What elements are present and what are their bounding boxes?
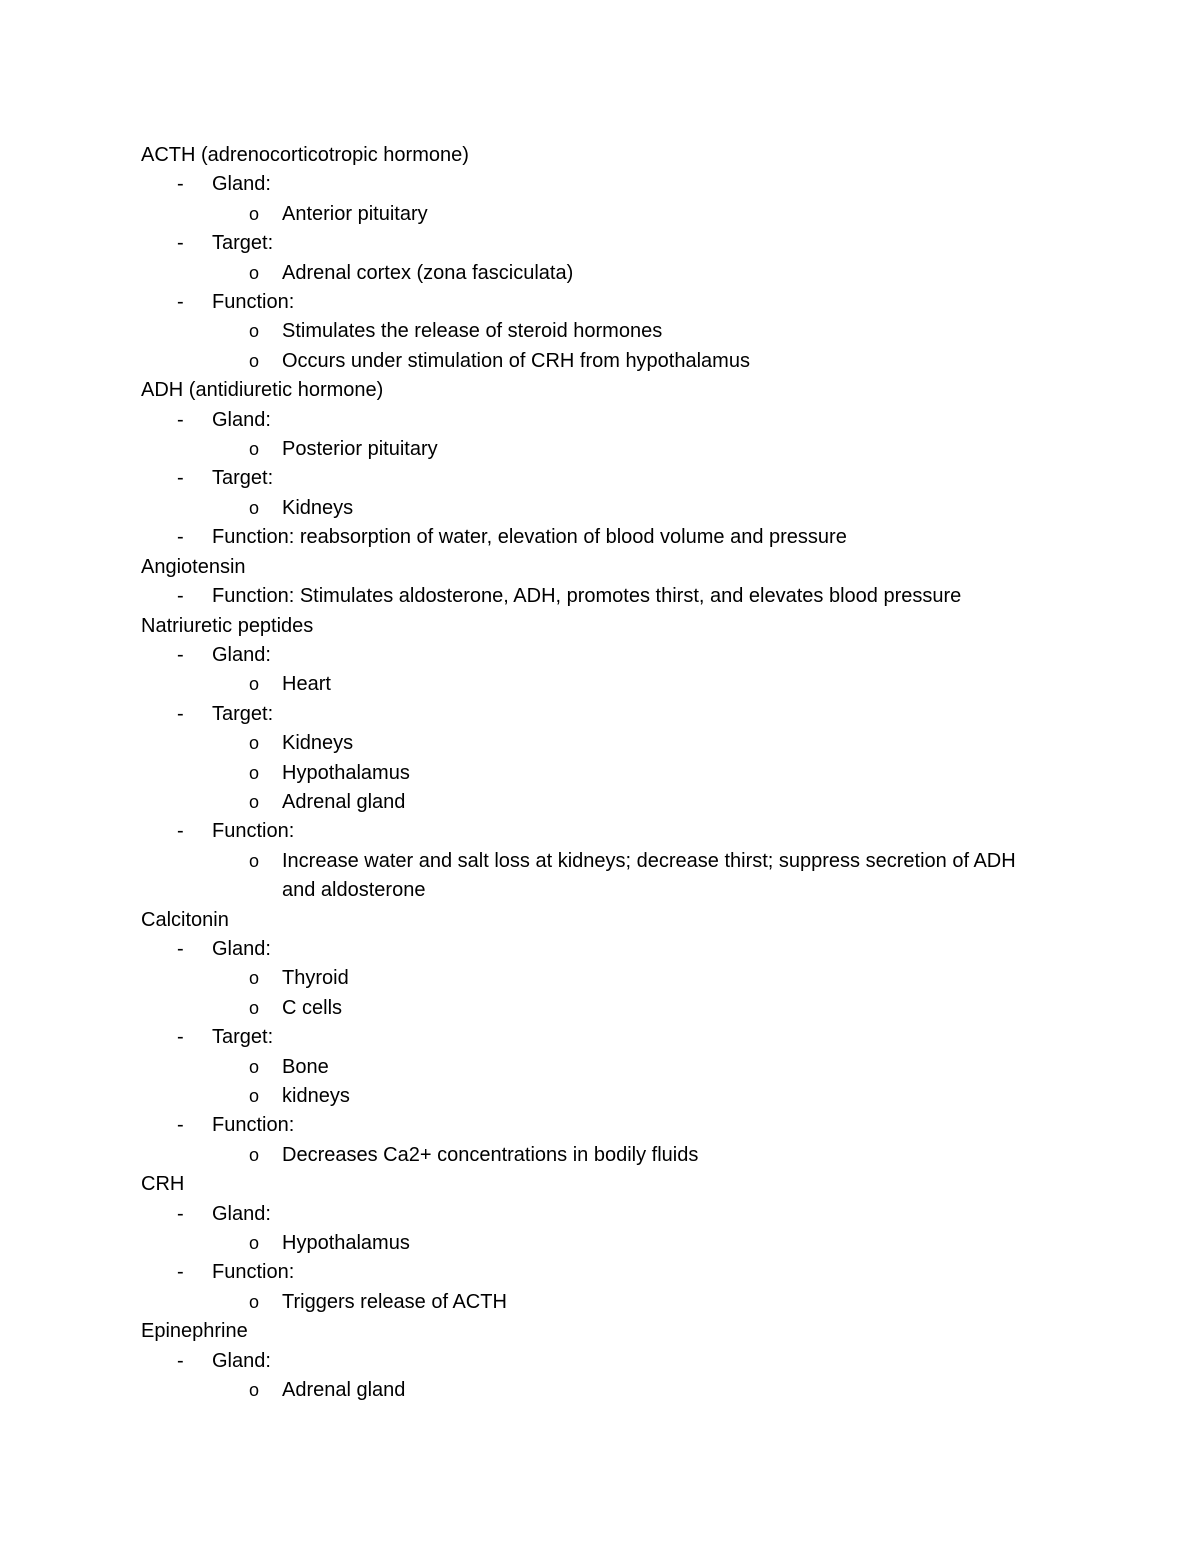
hormone-section [141, 1170, 1041, 1317]
sub-list-item [141, 788, 1041, 817]
sub-list-item [141, 200, 1041, 229]
dash-bullet-icon: - [177, 1349, 184, 1372]
sub-list-item [141, 1229, 1041, 1258]
circle-bullet-icon: o [249, 968, 260, 989]
list-item [141, 170, 1041, 199]
item-label: Function: [212, 1261, 295, 1284]
sub-item-text: Adrenal gland [282, 790, 406, 813]
sub-item-text: C cells [282, 996, 343, 1019]
circle-bullet-icon: o [249, 733, 260, 754]
sub-item-text: Bone [282, 1055, 329, 1078]
circle-bullet-icon: o [249, 850, 260, 871]
list-item [141, 1023, 1041, 1052]
hormone-section [141, 141, 1041, 376]
item-label: Function: reabsorption of water, elevation of blood volume and pressure [212, 526, 847, 549]
list-item [141, 641, 1041, 670]
dash-bullet-icon: - [177, 643, 184, 666]
list-item [141, 935, 1041, 964]
circle-bullet-icon: o [249, 1291, 260, 1312]
hormone-title: ACTH (adrenocorticotropic hormone) [141, 144, 469, 166]
item-label: Target: [212, 467, 274, 490]
item-label: Gland: [212, 643, 271, 666]
item-label: Function: [212, 1114, 295, 1137]
item-label: Target: [212, 702, 274, 725]
hormone-section [141, 1317, 1041, 1405]
sub-list-item [141, 1376, 1041, 1405]
circle-bullet-icon: o [249, 350, 260, 371]
sub-list-item [141, 435, 1041, 464]
list-item [141, 464, 1041, 493]
sub-item-text: Thyroid [282, 967, 349, 990]
item-label: Gland: [212, 173, 271, 196]
item-label: Gland: [212, 408, 271, 431]
sub-item-text: Stimulates the release of steroid hormones [282, 320, 663, 343]
circle-bullet-icon: o [249, 1380, 260, 1401]
list-item [141, 1347, 1041, 1376]
sub-list-item [141, 964, 1041, 993]
sub-list-item [141, 847, 1041, 906]
sub-list-item [141, 317, 1041, 346]
sub-list-item [141, 1082, 1041, 1111]
sub-list-item [141, 1141, 1041, 1170]
dash-bullet-icon: - [177, 937, 184, 960]
list-item [141, 1200, 1041, 1229]
item-label: Gland: [212, 1349, 271, 1372]
hormone-section [141, 906, 1041, 1171]
sub-item-text: Decreases Ca2+ concentrations in bodily fluids [282, 1143, 699, 1166]
circle-bullet-icon: o [249, 203, 260, 224]
sub-list-item [141, 729, 1041, 758]
circle-bullet-icon: o [249, 791, 260, 812]
sub-item-text: Heart [282, 673, 331, 696]
circle-bullet-icon: o [249, 321, 260, 342]
sub-item-text: Hypothalamus [282, 1232, 410, 1255]
sub-list-item [141, 759, 1041, 788]
sub-item-text: Triggers release of ACTH [282, 1290, 507, 1313]
sub-list-item [141, 494, 1041, 523]
dash-bullet-icon: - [177, 408, 184, 431]
hormone-title: CRH [141, 1173, 185, 1196]
dash-bullet-icon: - [177, 1261, 184, 1284]
sub-list-item [141, 1288, 1041, 1317]
list-item [141, 1258, 1041, 1287]
circle-bullet-icon: o [249, 762, 260, 783]
sub-item-text: Adrenal gland [282, 1379, 406, 1402]
dash-bullet-icon: - [177, 820, 184, 843]
list-item [141, 288, 1041, 317]
list-item [141, 229, 1041, 258]
item-label: Function: [212, 291, 295, 314]
list-item [141, 1111, 1041, 1140]
sub-item-text: Posterior pituitary [282, 438, 438, 461]
circle-bullet-icon: o [249, 262, 260, 283]
sub-item-text: Increase water and salt loss at kidneys; decrease thirst; suppress secretion of ADH and aldosterone [282, 849, 1016, 902]
hormone-title: Natriuretic peptides [141, 614, 314, 637]
sub-list-item [141, 670, 1041, 699]
hormone-notes [141, 141, 1041, 1405]
hormone-title: ADH (antidiuretic hormone) [141, 379, 384, 402]
hormone-section [141, 376, 1041, 552]
hormone-section [141, 553, 1041, 612]
list-item [141, 817, 1041, 846]
hormone-section [141, 612, 1041, 906]
list-item [141, 700, 1041, 729]
sub-item-text: kidneys [282, 1085, 350, 1107]
sub-item-text: Anterior pituitary [282, 202, 428, 225]
dash-bullet-icon: - [177, 291, 184, 314]
list-item [141, 582, 1041, 611]
hormone-title: Angiotensin [141, 555, 246, 578]
dash-bullet-icon: - [177, 526, 184, 549]
circle-bullet-icon: o [249, 997, 260, 1018]
sub-list-item [141, 1053, 1041, 1082]
dash-bullet-icon: - [177, 173, 184, 196]
sub-list-item [141, 994, 1041, 1023]
circle-bullet-icon: o [249, 1233, 260, 1254]
item-label: Target: [212, 1026, 274, 1049]
item-label: Function: [212, 820, 295, 843]
item-label: Target: [212, 232, 274, 255]
sub-item-text: Kidneys [282, 732, 354, 755]
dash-bullet-icon: - [177, 702, 184, 725]
sub-item-text: Adrenal cortex (zona fasciculata) [282, 261, 574, 284]
circle-bullet-icon: o [249, 1144, 260, 1165]
dash-bullet-icon: - [177, 585, 184, 608]
sub-list-item [141, 259, 1041, 288]
circle-bullet-icon: o [249, 1086, 260, 1106]
hormone-title: Calcitonin [141, 908, 229, 931]
dash-bullet-icon: - [177, 1026, 184, 1049]
circle-bullet-icon: o [249, 497, 260, 518]
list-item [141, 523, 1041, 552]
dash-bullet-icon: - [177, 1114, 184, 1137]
dash-bullet-icon: - [177, 467, 184, 490]
item-label: Gland: [212, 1202, 271, 1225]
circle-bullet-icon: o [249, 439, 260, 460]
item-label: Gland: [212, 937, 271, 960]
circle-bullet-icon: o [249, 1056, 260, 1077]
list-item [141, 406, 1041, 435]
hormone-title: Epinephrine [141, 1320, 248, 1343]
sub-item-text: Kidneys [282, 496, 354, 519]
circle-bullet-icon: o [249, 674, 260, 695]
item-label: Function: Stimulates aldosterone, ADH, promotes thirst, and elevates blood pressure [212, 585, 962, 608]
sub-item-text: Hypothalamus [282, 761, 410, 784]
dash-bullet-icon: - [177, 1202, 184, 1225]
sub-list-item [141, 347, 1041, 376]
dash-bullet-icon: - [177, 232, 184, 255]
sub-item-text: Occurs under stimulation of CRH from hypothalamus [282, 349, 750, 372]
